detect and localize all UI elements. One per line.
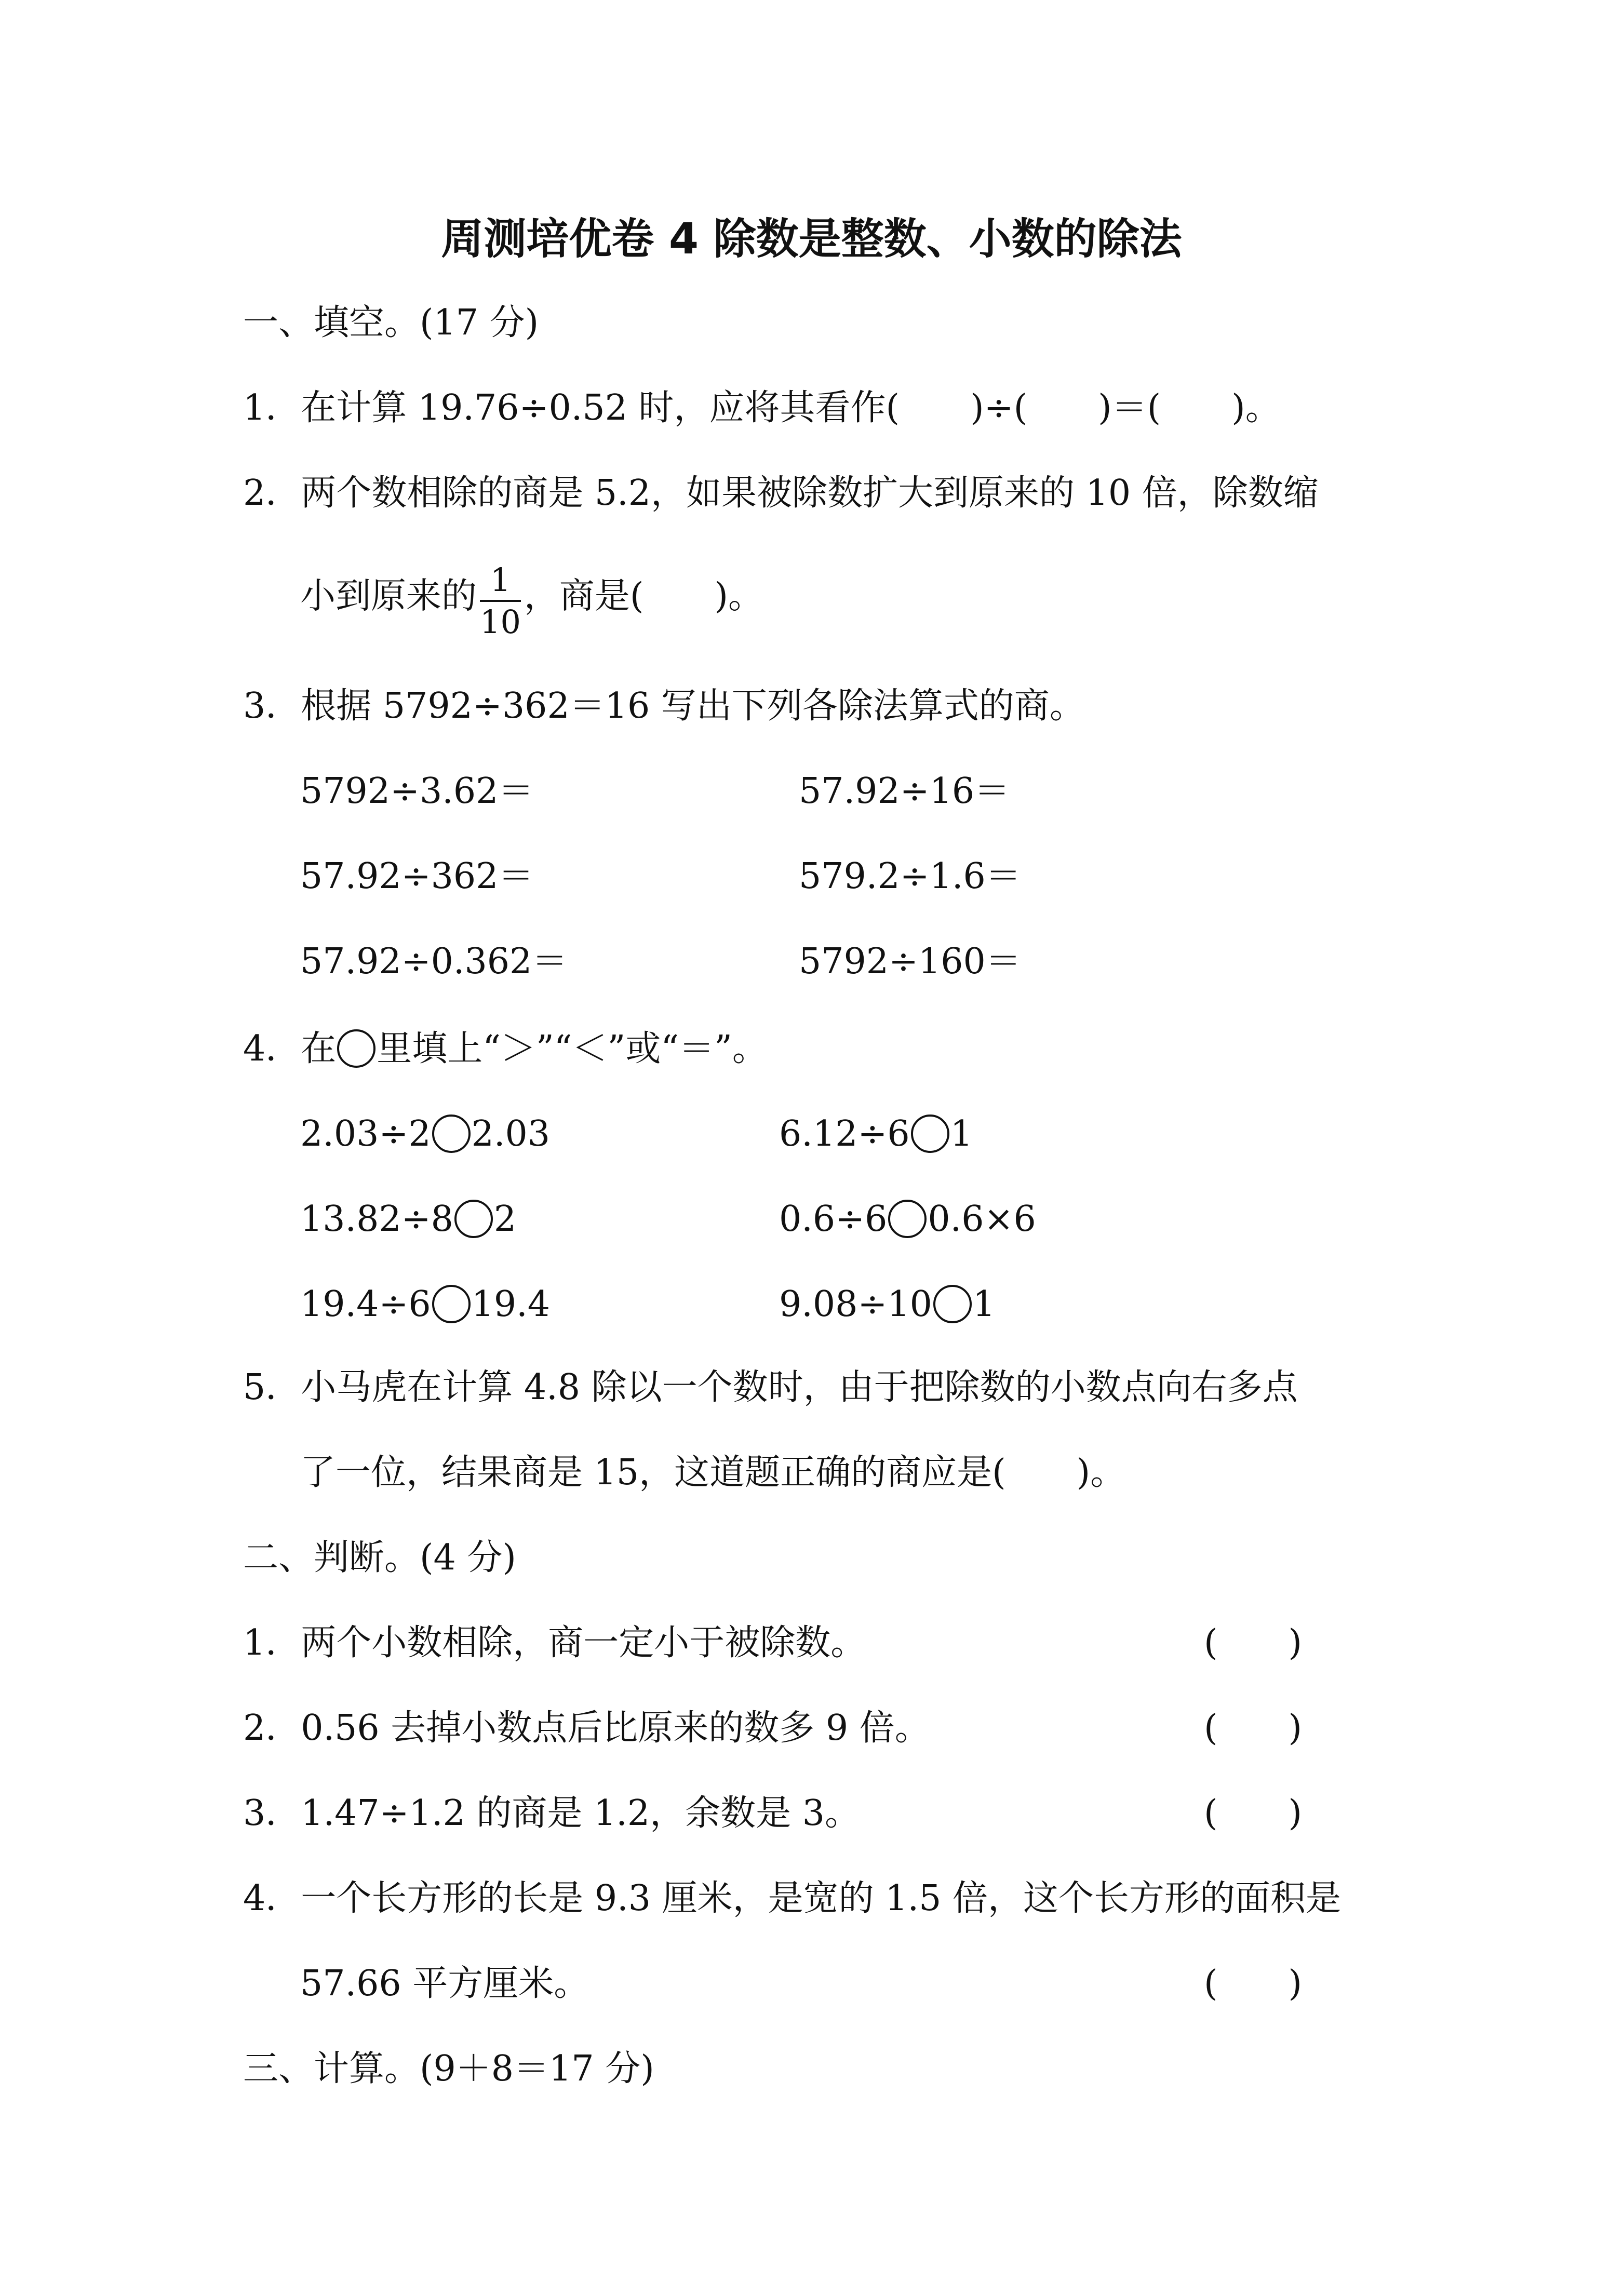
compare-left: 9.08÷10 — [779, 1284, 932, 1325]
answer-paren[interactable]: ( ) — [1204, 1622, 1303, 1663]
compare-right: 0.6×6 — [928, 1199, 1036, 1240]
compare-circle-icon[interactable] — [933, 1285, 972, 1323]
q4-prefix: 4．在 — [243, 1028, 337, 1069]
q3-item: 57.92÷362＝ — [300, 856, 534, 897]
compare-right: 1 — [950, 1113, 973, 1154]
fill-question-5-line1: 5．小马虎在计算 4.8 除以一个数时，由于把除数的小数点向右多点 — [243, 1367, 1298, 1408]
answer-paren[interactable]: ( ) — [1204, 1963, 1303, 2004]
judge-question-3: 3．1.47÷1.2 的商是 1.2，余数是 3。 — [243, 1793, 861, 1834]
fill-question-3: 3．根据 5792÷362＝16 写出下列各除法算式的商。 — [243, 686, 1085, 727]
judge-question-4-line2: 57.66 平方厘米。 — [300, 1963, 589, 2004]
compare-right: 2 — [493, 1199, 517, 1240]
fill-question-2-line1: 2．两个数相除的商是 5.2，如果被除数扩大到原来的 10 倍，除数缩 — [243, 473, 1319, 514]
q2-text-before: 小到原来的 — [300, 575, 477, 617]
compare-item — [300, 1285, 550, 1323]
fill-question-5-line2: 了一位，结果商是 15，这道题正确的商应是( )。 — [300, 1452, 1126, 1493]
judge-question-1: 1．两个小数相除，商一定小于被除数。 — [243, 1622, 866, 1663]
section1-heading: 一、填空。(17 分) — [243, 302, 539, 343]
fill-question-2-line2 — [300, 561, 763, 641]
compare-circle-icon[interactable] — [888, 1200, 927, 1238]
q3-item: 57.92÷0.362＝ — [300, 941, 568, 982]
fraction-numerator: 1 — [480, 563, 521, 602]
answer-circle-icon — [337, 1029, 375, 1068]
fraction-denominator: 10 — [480, 603, 521, 641]
q3-item: 579.2÷1.6＝ — [799, 856, 1021, 897]
compare-item — [779, 1115, 973, 1153]
q3-item: 5792÷3.62＝ — [300, 771, 534, 812]
fill-question-1: 1．在计算 19.76÷0.52 时，应将其看作( )÷( )＝( )。 — [243, 387, 1281, 428]
compare-left: 19.4÷6 — [300, 1284, 431, 1325]
compare-circle-icon[interactable] — [432, 1285, 471, 1323]
q3-item: 57.92÷16＝ — [799, 771, 1010, 812]
fraction-one-tenth — [480, 563, 521, 639]
answer-paren[interactable]: ( ) — [1204, 1793, 1303, 1834]
q4-suffix: 里填上“＞”“＜”或“＝”。 — [377, 1028, 768, 1069]
compare-right: 19.4 — [471, 1284, 551, 1325]
compare-item — [300, 1200, 516, 1238]
section2-heading: 二、判断。(4 分) — [243, 1537, 516, 1578]
compare-circle-icon[interactable] — [432, 1115, 471, 1153]
judge-question-4-line1: 4．一个长方形的长是 9.3 厘米，是宽的 1.5 倍，这个长方形的面积是 — [243, 1878, 1342, 1919]
q3-item: 5792÷160＝ — [799, 941, 1021, 982]
page-title: 周测培优卷 4 除数是整数、小数的除法 — [441, 214, 1182, 264]
compare-right: 1 — [972, 1284, 996, 1325]
compare-circle-icon[interactable] — [911, 1115, 949, 1153]
compare-item — [779, 1200, 1036, 1238]
compare-item — [300, 1115, 550, 1153]
q2-text-after: ，商是( )。 — [524, 575, 763, 617]
compare-right: 2.03 — [471, 1113, 551, 1154]
judge-question-2: 2．0.56 去掉小数点后比原来的数多 9 倍。 — [243, 1708, 930, 1749]
compare-circle-icon[interactable] — [454, 1200, 493, 1238]
compare-left: 0.6÷6 — [779, 1199, 888, 1240]
answer-paren[interactable]: ( ) — [1204, 1708, 1303, 1749]
compare-left: 6.12÷6 — [779, 1113, 910, 1154]
compare-item — [779, 1285, 995, 1323]
compare-left: 13.82÷8 — [300, 1199, 453, 1240]
section3-heading: 三、计算。(9＋8＝17 分) — [243, 2048, 654, 2089]
fill-question-4 — [243, 1029, 768, 1068]
compare-left: 2.03÷2 — [300, 1113, 431, 1154]
